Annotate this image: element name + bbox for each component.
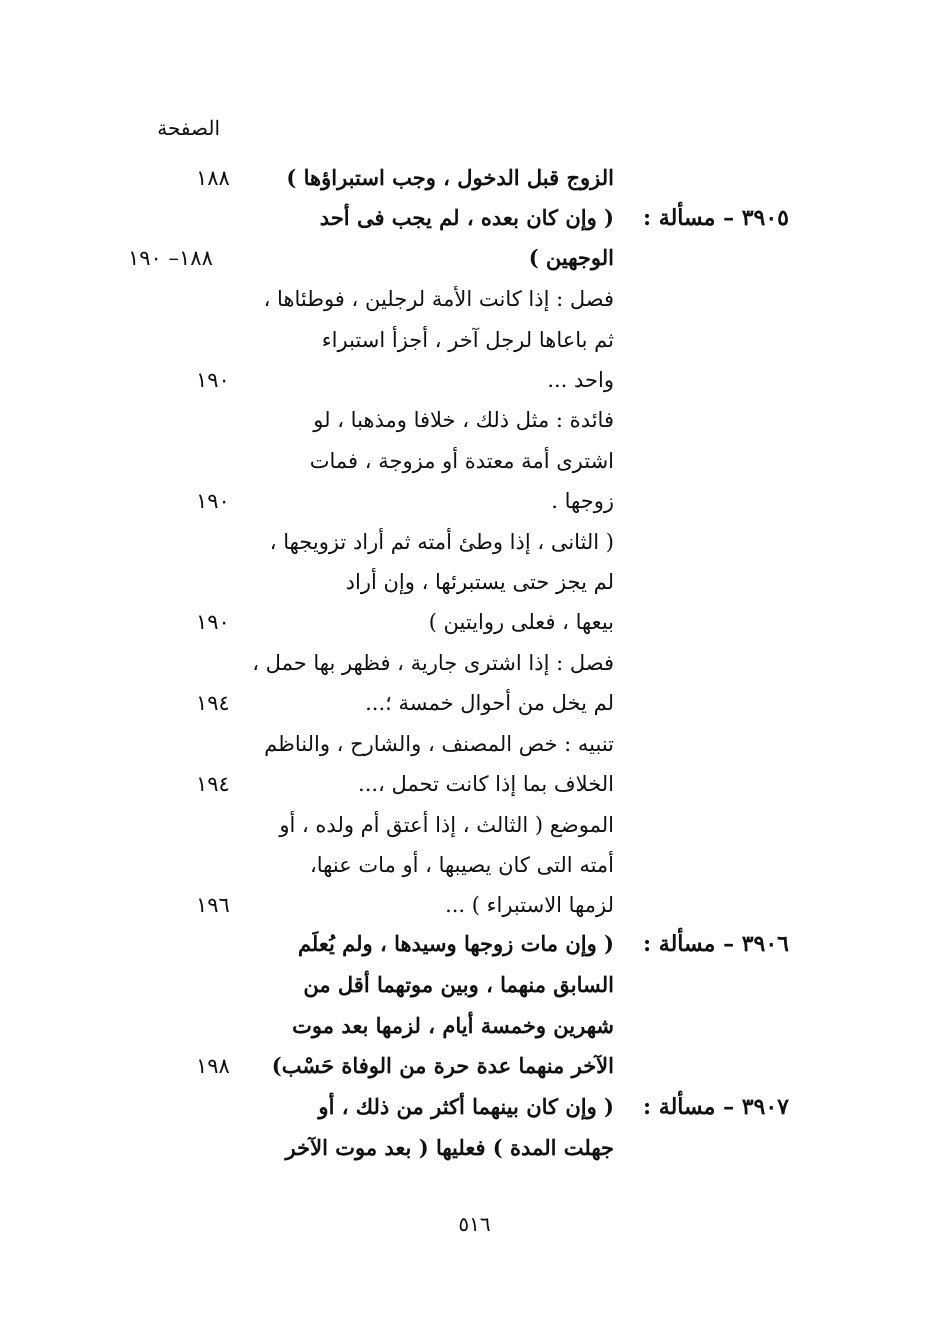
page-reference: ١٨٨: [196, 166, 230, 190]
masala-label: ٣٩٠٥ – مسألة :: [643, 205, 789, 231]
entry-line: الخلاف بما إذا كانت تحمل ،...: [358, 772, 614, 796]
page-reference: ١٩٠: [196, 368, 230, 392]
entry-line: أمته التى كان يصيبها ، أو مات عنها،: [310, 853, 614, 877]
masala-label: ٣٩٠٧ – مسألة :: [643, 1094, 789, 1120]
entry-line: الموضع ( الثالث ، إذا أعتق أم ولده ، أو: [279, 813, 614, 837]
page-number: ٥١٦: [458, 1212, 491, 1236]
entry-line: لم يخل من أحوال خمسة ؛...: [365, 691, 614, 715]
masala-label: ٣٩٠٦ – مسألة :: [643, 931, 789, 957]
entry-line: ( وإن كان بينهما أكثر من ذلك ، أو: [318, 1094, 614, 1119]
entry-line: ( وإن كان بعده ، لم يجب فى أحد: [319, 205, 614, 230]
page-reference: ١٩٦: [196, 893, 230, 917]
entry-line: زوجها .: [551, 489, 614, 513]
entry-line: ( وإن مات زوجها وسيدها ، ولم يُعلَم: [297, 931, 614, 956]
page-reference: ١٨٨– ١٩٠: [128, 246, 213, 270]
entry-line: الوجهين ): [528, 245, 614, 270]
entry-line: فصل : إذا كانت الأمة لرجلين ، فوطئاها ،: [263, 287, 614, 311]
entry-line: لزمها الاستبراء ) ...: [445, 893, 614, 917]
page-reference: ١٩٨: [196, 1054, 230, 1078]
entry-line: ( الثانى ، إذا وطئ أمته ثم أراد تزويجها ،: [269, 530, 614, 554]
entry-line: لم يجز حتى يستبرئها ، وإن أراد: [345, 570, 614, 594]
page-reference: ١٩٠: [196, 489, 230, 513]
entry-line: ثم باعاها لرجل آخر ، أجزأ استبراء: [321, 328, 614, 352]
page-reference: ١٩٠: [196, 610, 230, 634]
entry-line: اشترى أمة معتدة أو مزوجة ، فمات: [309, 449, 614, 473]
entry-line: الآخر منهما عدة حرة من الوفاة حَسْب): [271, 1053, 614, 1078]
entry-line: بيعها ، فعلى روايتين ): [428, 610, 614, 634]
page-reference: ١٩٤: [196, 691, 230, 715]
entry-line: الزوج قبل الدخول ، وجب استبراؤها ): [286, 165, 614, 190]
entry-line: فصل : إذا اشترى جارية ، فظهر بها حمل ،: [252, 651, 614, 675]
entry-line: واحد ...: [547, 368, 614, 392]
entry-line: السابق منهما ، وبين موتهما أقل من: [303, 972, 614, 997]
entry-line: شهرين وخمسة أيام ، لزمها بعد موت: [292, 1013, 614, 1038]
entry-line: جهلت المدة ) فعليها ( بعد موت الآخر: [285, 1135, 614, 1160]
page-column-header: الصفحة: [157, 116, 220, 140]
entry-line: فائدة : مثل ذلك ، خلافا ومذهبا ، لو: [313, 408, 614, 432]
entry-line: تنبيه : خص المصنف ، والشارح ، والناظم: [264, 732, 614, 756]
page-reference: ١٩٤: [196, 772, 230, 796]
